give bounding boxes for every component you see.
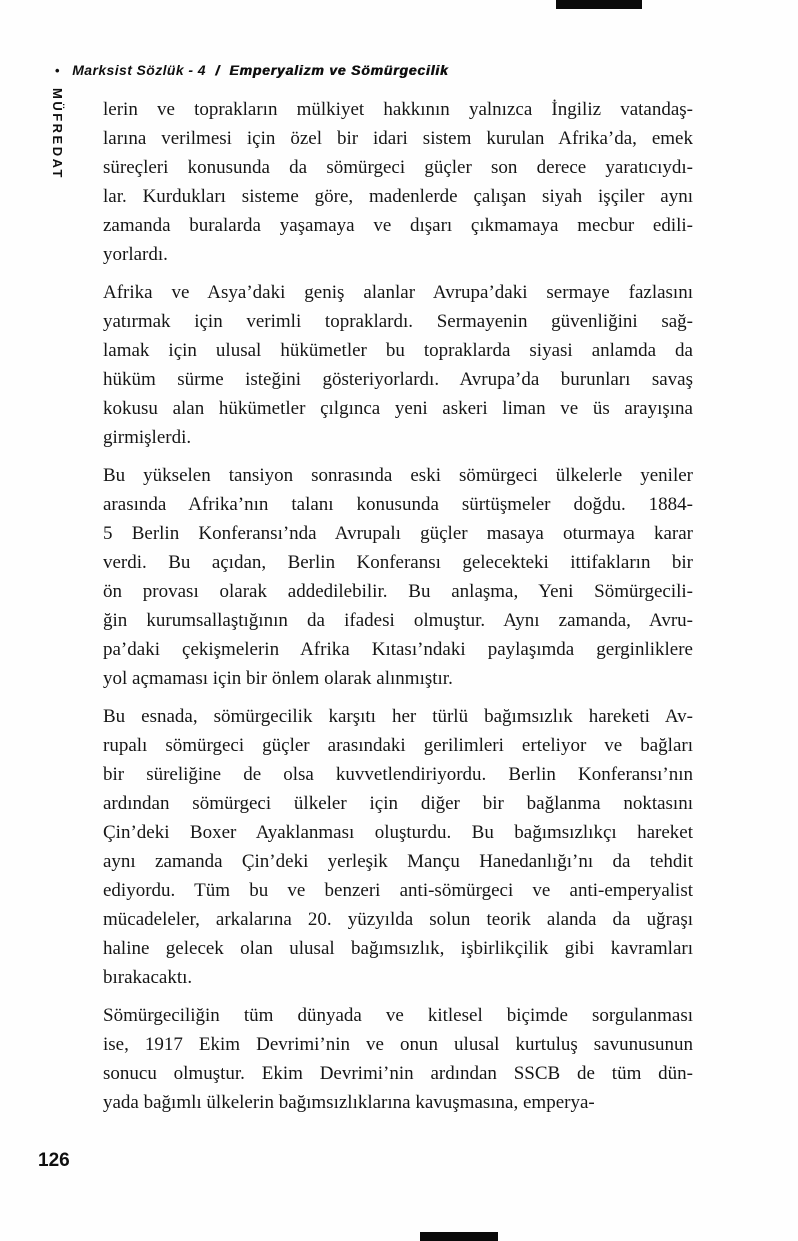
text-line: mücadeleler, arkalarına 20. yüzyılda solun teorik alanda da uğraşı [103, 909, 693, 930]
header-separator: / [215, 62, 220, 78]
text-line: rupalı sömürgeci güçler arasındaki gerilimleri erteliyor ve bağları [103, 735, 693, 756]
text-line: pa’daki çekişmelerin Afrika Kıtası’ndaki paylaşımda gerginliklere [103, 639, 693, 660]
paragraph [103, 461, 693, 693]
paragraph [103, 1001, 693, 1117]
text-line: Bu yükselen tansiyon sonrasında eski sömürgeci ülkelerle yeniler [103, 465, 693, 486]
running-header [55, 62, 448, 78]
text-line: Bu esnada, sömürgecilik karşıtı her türlü bağımsızlık hareketi Av- [103, 706, 693, 727]
header-bullet-icon: • [55, 63, 60, 78]
paragraph [103, 702, 693, 992]
scan-artifact-top [556, 0, 642, 9]
text-line: yol açmaması için bir önlem olarak alınmıştır. [103, 668, 453, 689]
text-line: 5 Berlin Konferansı’nda Avrupalı güçler masaya oturmaya karar [103, 523, 693, 544]
text-line: ğin kurumsallaştığının da ifadesi olmuştur. Aynı zamanda, Avru- [103, 610, 693, 631]
series-title: Marksist Sözlük - 4 [72, 62, 206, 78]
text-line: yada bağımlı ülkelerin bağımsızlıklarına kavuşmasına, emperya- [103, 1092, 595, 1113]
scan-artifact-bottom [420, 1232, 498, 1241]
chapter-title: Emperyalizm ve Sömürgecilik [229, 62, 449, 78]
text-line: haline gelecek olan ulusal bağımsızlık, işbirlikçilik gibi kavramları [103, 938, 693, 959]
text-line: ise, 1917 Ekim Devrimi’nin ve onun ulusal kurtuluş savunusunun [103, 1034, 693, 1055]
text-line: lamak için ulusal hükümetler bu topraklarda siyasi anlamda da [103, 340, 693, 361]
text-line: Afrika ve Asya’daki geniş alanlar Avrupa’daki sermaye fazlasını [103, 282, 693, 303]
text-line: lar. Kurdukları sisteme göre, madenlerde çalışan siyah işçiler aynı [103, 186, 693, 207]
text-line: ediyordu. Tüm bu ve benzeri anti-sömürgeci ve anti-emperyalist [103, 880, 693, 901]
text-line: ardından sömürgeci ülkeler için diğer bir bağlanma noktasını [103, 793, 693, 814]
text-line: verdi. Bu açıdan, Berlin Konferansı gelecekteki ittifakların bir [103, 552, 693, 573]
text-line: hüküm sürme isteğini gösteriyorlardı. Avrupa’da burunları savaş [103, 369, 693, 390]
text-line: arasında Afrika’nın talanı konusunda sürtüşmeler doğdu. 1884- [103, 494, 693, 515]
text-line: bir süreliğine de olsa kuvvetlendiriyordu. Berlin Konferansı’nın [103, 764, 693, 785]
text-line: lerin ve toprakların mülkiyet hakkının yalnızca İngiliz vatandaş- [103, 99, 693, 120]
text-line: girmişlerdi. [103, 427, 192, 448]
text-line: aynı zamanda Çin’deki yerleşik Mançu Hanedanlığı’nı da tehdit [103, 851, 693, 872]
text-line: larına verilmesi için özel bir idari sistem kurulan Afrika’da, emek [103, 128, 693, 149]
text-line: Çin’deki Boxer Ayaklanması oluşturdu. Bu bağımsızlıkçı hareket [103, 822, 693, 843]
text-line: bırakacaktı. [103, 967, 193, 988]
text-line: ön provası olarak addedilebilir. Bu anlaşma, Yeni Sömürgecili- [103, 581, 693, 602]
margin-label-mufredat: MÜFREDAT [50, 88, 65, 180]
text-line: zamanda buralarda yaşamaya ve dışarı çıkmamaya mecbur edili- [103, 215, 693, 236]
text-line: yorlardı. [103, 244, 168, 265]
text-line: yatırmak için verimli topraklardı. Sermayenin güvenliğini sağ- [103, 311, 693, 332]
text-line: kokusu alan hükümetler çılgınca yeni askeri liman ve üs arayışına [103, 398, 693, 419]
paragraph [103, 95, 693, 269]
page-number: 126 [38, 1150, 70, 1171]
paragraph [103, 278, 693, 452]
text-line: Sömürgeciliğin tüm dünyada ve kitlesel biçimde sorgulanması [103, 1005, 693, 1026]
body-text [103, 95, 693, 1126]
text-line: süreçleri konusunda da sömürgeci güçler son derece yaratıcıydı- [103, 157, 693, 178]
text-line: sonucu olmuştur. Ekim Devrimi’nin ardından SSCB de tüm dün- [103, 1063, 693, 1084]
